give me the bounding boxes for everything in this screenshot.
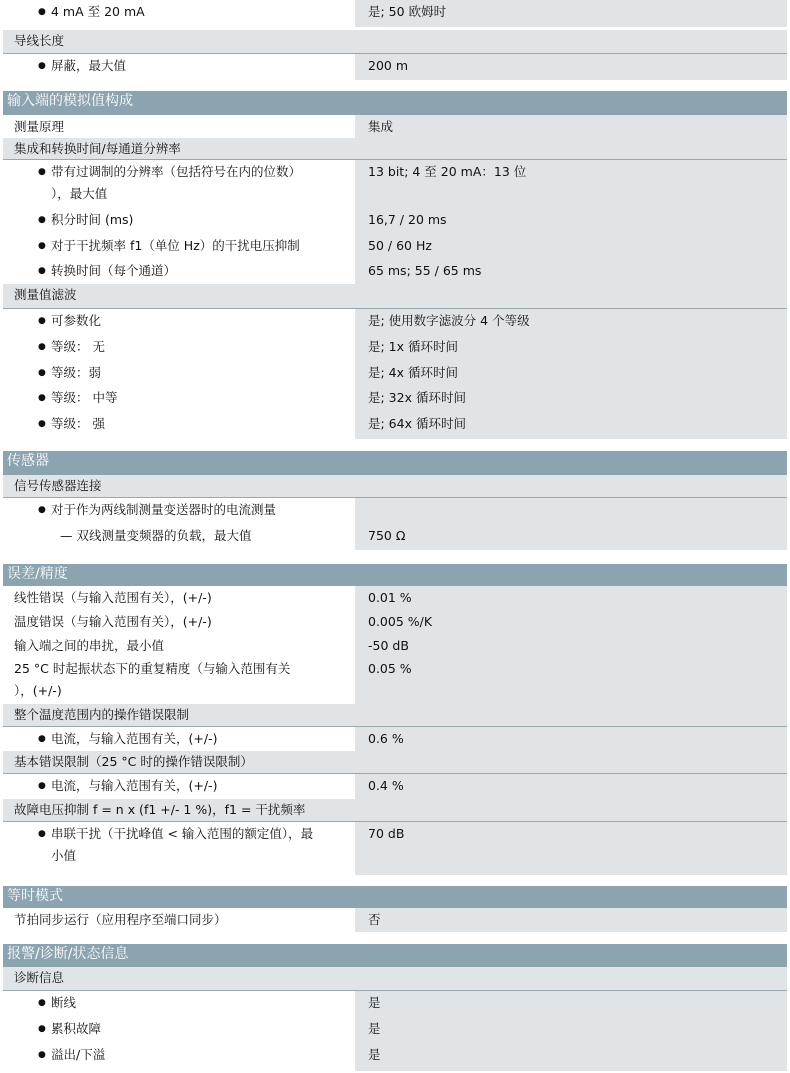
spec-value: 是; 50 欧姆时 — [355, 0, 787, 27]
spec-row — [3, 727, 787, 751]
spec-label-text: 4 mA 至 20 mA — [51, 4, 145, 19]
spec-value: 16,7 / 20 ms — [355, 208, 787, 234]
spec-label-text: 25 °C 时起振状态下的重复精度（与输入范围有关 — [14, 661, 291, 676]
bullet-icon: ● — [38, 61, 46, 71]
spec-row — [3, 335, 787, 361]
spec-label-text: 等级： 中等 — [51, 390, 118, 405]
subsection-title: 诊断信息 — [14, 970, 65, 985]
spec-label — [3, 160, 355, 208]
bullet-icon: ● — [38, 342, 46, 352]
section-title: 误差/精度 — [7, 566, 68, 582]
spec-label — [3, 634, 355, 657]
spec-label-text: 温度错误（与输入范围有关），(+/-) — [14, 614, 212, 629]
spec-value: 0.05 % — [355, 657, 787, 704]
spec-label — [3, 412, 355, 439]
spec-value: 0.6 % — [355, 727, 787, 751]
spec-value: 是 — [355, 1043, 787, 1071]
bullet-icon: ● — [38, 829, 46, 839]
spec-label — [3, 309, 355, 335]
section-title: 传感器 — [7, 453, 49, 469]
spec-row — [3, 361, 787, 386]
spec-row — [3, 908, 787, 932]
spec-row — [3, 309, 787, 335]
spec-row — [3, 412, 787, 439]
bullet-icon: ● — [38, 998, 46, 1008]
subsection-header — [3, 284, 787, 309]
spec-label-text: 累积故障 — [51, 1021, 102, 1036]
spec-label — [3, 991, 355, 1017]
spec-row — [3, 1017, 787, 1043]
spec-label-continuation: 小值 — [51, 848, 77, 863]
bullet-icon: ● — [38, 393, 46, 403]
spec-label — [3, 657, 355, 704]
spec-value: 13 bit; 4 至 20 mA：13 位 — [355, 160, 787, 208]
subsection-header — [3, 799, 787, 822]
bullet-icon: ● — [38, 7, 46, 17]
spec-label-text: 等级： 强 — [51, 416, 105, 431]
spec-label-text: 等级：弱 — [51, 365, 102, 380]
spec-label — [3, 386, 355, 412]
subsection-header — [3, 475, 787, 498]
spec-value: 是; 1x 循环时间 — [355, 335, 787, 361]
spec-row — [3, 498, 787, 524]
bullet-icon: ● — [38, 241, 46, 251]
spec-row — [3, 610, 787, 634]
spec-value: 0.005 %/K — [355, 610, 787, 634]
section-header — [3, 886, 787, 908]
spec-label-text: 带有过调制的分辨率（包括符号在内的位数） — [51, 164, 302, 179]
spec-value: 50 / 60 Hz — [355, 234, 787, 259]
spec-label-text: 测量原理 — [14, 119, 65, 134]
bullet-icon: ● — [38, 266, 46, 276]
spec-row — [3, 634, 787, 657]
spec-label-text: 电流，与输入范围有关，(+/-) — [51, 731, 218, 746]
subsection-title: 信号传感器连接 — [14, 478, 102, 493]
spec-label-continuation: ），最大值 — [51, 186, 108, 201]
spec-label-text: 对于作为两线制测量变送器时的电流测量 — [51, 502, 277, 517]
spec-value: 70 dB — [355, 822, 787, 875]
bullet-icon: ● — [38, 781, 46, 791]
spec-label — [3, 1043, 355, 1071]
section-header — [3, 91, 787, 115]
spec-label — [3, 259, 355, 284]
spec-value: 是; 使用数字滤波分 4 个等级 — [355, 309, 787, 335]
spec-row — [3, 54, 787, 80]
bullet-icon: ● — [38, 1024, 46, 1034]
spec-label-continuation: ），(+/-) — [14, 683, 62, 698]
section-title: 报警/诊断/状态信息 — [7, 946, 129, 962]
subsection-title: 整个温度范围内的操作错误限制 — [14, 707, 190, 722]
spec-row — [3, 259, 787, 284]
spec-label-text: 等级： 无 — [51, 339, 105, 354]
spec-label — [3, 361, 355, 386]
spec-row — [3, 586, 787, 610]
subsection-title: 导线长度 — [14, 33, 65, 48]
spec-label — [3, 335, 355, 361]
spec-label — [3, 586, 355, 610]
subsection-title: 测量值滤波 — [14, 287, 77, 302]
spec-label — [3, 822, 355, 875]
subsection-header — [3, 30, 787, 54]
spec-label — [3, 524, 355, 550]
spec-row — [3, 160, 787, 208]
spec-label — [3, 234, 355, 259]
spec-value: 是; 64x 循环时间 — [355, 412, 787, 439]
spec-label-text: 可参数化 — [51, 313, 102, 328]
spec-value: 0.01 % — [355, 586, 787, 610]
subsection-header — [3, 138, 787, 160]
spec-label — [3, 610, 355, 634]
subsection-header — [3, 704, 787, 727]
bullet-icon: ● — [38, 734, 46, 744]
bullet-icon: ● — [38, 215, 46, 225]
bullet-icon: ● — [38, 368, 46, 378]
spec-value: 否 — [355, 908, 787, 932]
spec-value: 是; 32x 循环时间 — [355, 386, 787, 412]
spec-label-text: 屏蔽，最大值 — [51, 58, 127, 73]
spec-label — [3, 0, 355, 27]
subsection-title: 基本错误限制（25 °C 时的操作错误限制） — [14, 754, 253, 769]
spec-label-text: 线性错误（与输入范围有关），(+/-) — [14, 590, 212, 605]
spec-label-text: 积分时间 (ms) — [51, 212, 134, 227]
spec-value: 750 Ω — [355, 524, 787, 550]
spec-label-text: 串联干扰（干扰峰值 < 输入范围的额定值），最 — [51, 826, 314, 841]
spec-label-text: 溢出/下溢 — [51, 1047, 106, 1062]
bullet-icon: ● — [38, 505, 46, 515]
bullet-icon: ● — [38, 419, 46, 429]
spec-value: 是; 4x 循环时间 — [355, 361, 787, 386]
section-header — [3, 451, 787, 475]
spec-row — [3, 822, 787, 875]
spec-value: 是 — [355, 991, 787, 1017]
spec-value: 是 — [355, 1017, 787, 1043]
section-title: 输入端的模拟值构成 — [7, 93, 133, 109]
spec-label — [3, 54, 355, 80]
spec-row — [3, 657, 787, 704]
bullet-icon: ● — [38, 167, 46, 177]
bullet-icon: ● — [38, 316, 46, 326]
subsection-title: 集成和转换时间/每通道分辨率 — [14, 141, 181, 156]
section-header — [3, 564, 787, 586]
spec-value: 65 ms; 55 / 65 ms — [355, 259, 787, 284]
spec-row — [3, 991, 787, 1017]
spec-label-text: 节拍同步运行（应用程序至端口同步） — [14, 912, 227, 927]
spec-value — [355, 498, 787, 524]
spec-row — [3, 524, 787, 550]
subsection-header — [3, 751, 787, 774]
spec-label-text: 对于干扰频率 f1（单位 Hz）的干扰电压抑制 — [51, 238, 300, 253]
spec-label-text: 转换时间（每个通道） — [51, 263, 177, 278]
spec-row — [3, 0, 787, 27]
spec-label-text: — 双线测量变频器的负载，最大值 — [60, 528, 252, 543]
spec-row — [3, 115, 787, 138]
spec-label-text: 电流，与输入范围有关，(+/-) — [51, 778, 218, 793]
spec-value: 200 m — [355, 54, 787, 80]
spec-value: 0.4 % — [355, 774, 787, 799]
subsection-title: 故障电压抑制 f = n x (f1 +/- 1 %)，f1 = 干扰频率 — [14, 802, 306, 817]
spec-label — [3, 115, 355, 138]
spec-row — [3, 774, 787, 799]
spec-label — [3, 727, 355, 751]
spec-label — [3, 498, 355, 524]
spec-row — [3, 208, 787, 234]
spec-label — [3, 208, 355, 234]
section-header — [3, 944, 787, 967]
spec-label-text: 断线 — [51, 995, 77, 1010]
spec-label — [3, 908, 355, 932]
spec-row — [3, 386, 787, 412]
spec-label — [3, 774, 355, 799]
spec-label — [3, 1017, 355, 1043]
spec-row — [3, 234, 787, 259]
bullet-icon: ● — [38, 1050, 46, 1060]
subsection-header — [3, 967, 787, 991]
spec-label-text: 输入端之间的串扰，最小值 — [14, 638, 165, 653]
spec-row — [3, 1043, 787, 1071]
spec-value: 集成 — [355, 115, 787, 138]
spec-value: -50 dB — [355, 634, 787, 657]
section-title: 等时模式 — [7, 888, 63, 904]
